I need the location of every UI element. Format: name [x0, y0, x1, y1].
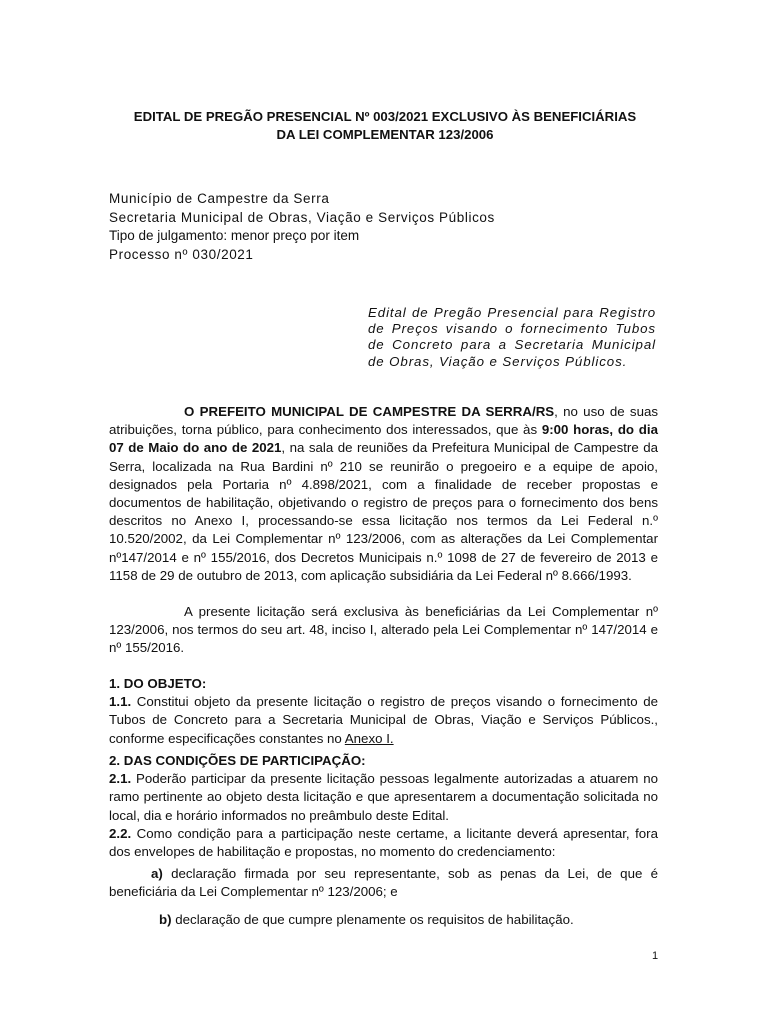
- item-b: [109, 911, 658, 929]
- ementa: Edital de Pregão Presencial para Registro de Preços visando o fornecimento Tubos de Concreto para a Secretaria Municipal de Obras, Viação e Serviços Públicos.: [368, 305, 656, 369]
- document-title: [100, 108, 670, 144]
- clause-1-1-number: 1.1.: [109, 694, 132, 710]
- municipio: Município de Campestre da Serra: [109, 191, 330, 206]
- clause-2-1-text: Poderão participar da presente licitação pessoas legalmente autorizadas a atuarem no ramo pertinente ao objeto desta licitação e que apresentarem a documentação solicitada no local, dia e horário informados no preâmbulo deste Edital.: [109, 771, 658, 823]
- header-block: [109, 190, 495, 264]
- item-a: [109, 865, 658, 901]
- item-a-text: declaração firmada por seu representante, sob as penas da Lei, de que é beneficiária da Lei Complementar nº 123/2006; e: [109, 866, 658, 900]
- section-1-heading: 1. DO OBJETO:: [109, 676, 207, 691]
- clause-2-2-text: Como condição para a participação neste certame, a licitante deverá apresentar, fora dos envelopes de habilitação e propostas, no momento do credenciamento:: [109, 825, 658, 860]
- item-b-text: declaração de que cumpre plenamente os requisitos de habilitação.: [171, 912, 574, 927]
- item-b-label: b): [159, 912, 172, 927]
- section-2-heading: 2. DAS CONDIÇÕES DE PARTICIPAÇÃO:: [109, 753, 366, 768]
- preambulo: [109, 403, 658, 585]
- secretaria: Secretaria Municipal de Obras, Viação e Serviços Públicos: [109, 209, 495, 225]
- title-line-1: EDITAL DE PREGÃO PRESENCIAL Nº 003/2021 EXCLUSIVO ÀS BENEFICIÁRIAS: [133, 109, 637, 124]
- clause-2-1-number: 2.1.: [109, 771, 132, 787]
- tipo-julgamento: Tipo de julgamento: menor preço por item: [109, 228, 360, 243]
- clause-2-2: [109, 825, 658, 861]
- clause-2-2-number: 2.2.: [109, 825, 132, 841]
- preambulo-text-2: , na sala de reuniões da Prefeitura Municipal de Campestre da Serra, localizada na Rua Bardini nº 210 se reunirão o pregoeiro e a equipe de apoio, designados pela Portaria nº 4.898/2021, com a finalidade de receber propostas e documentos de habilitação, objetivando o registro de preços para o fornecimento dos bens descritos no Anexo I, processando-se essa licitação nos termos da Lei Federal n.º 10.520/2002, da Lei Complementar nº 123/2006, com as alterações da Lei Complementar nº147/2014 e nº 155/2016, dos Decretos Municipais n.º 1098 de 27 de fevereiro de 2013 e 1158 de 29 de outubro de 2013, com aplicação subsidiária da Lei Federal nº 8.666/1993.: [109, 440, 658, 583]
- clause-1-1: [109, 693, 658, 748]
- section-participacao: [109, 752, 658, 861]
- page-number: 1: [652, 950, 659, 962]
- section-objeto: [109, 675, 658, 748]
- processo: Processo nº 030/2021: [109, 246, 254, 262]
- preambulo-bold-2: 9:00 horas, do dia 07 de Maio do ano de 2021: [109, 422, 658, 456]
- exclusiva-paragraph: A presente licitação será exclusiva às beneficiárias da Lei Complementar nº 123/2006, nos termos do seu art. 48, inciso I, alterado pela Lei Complementar nº 147/2014 e nº 155/2016.: [109, 604, 658, 656]
- clause-1-1-text: Constitui objeto da presente licitação o registro de preços visando o fornecimento de Tubos de Concreto para a Secretaria Municipal de Obras, Viação e Serviços Públicos., conforme especificações constantes no: [109, 694, 658, 746]
- item-a-label: a): [151, 866, 163, 881]
- preambulo-bold-1: O PREFEITO MUNICIPAL DE CAMPESTRE DA SERRA/RS: [184, 404, 555, 419]
- title-line-2: DA LEI COMPLEMENTAR 123/2006: [276, 127, 494, 142]
- clause-2-1: [109, 770, 658, 825]
- anexo-i-link[interactable]: Anexo I.: [344, 730, 394, 746]
- preambulo-text-1: , no uso de suas atribuições, torna público, para conhecimento dos interessados, que às: [109, 404, 659, 438]
